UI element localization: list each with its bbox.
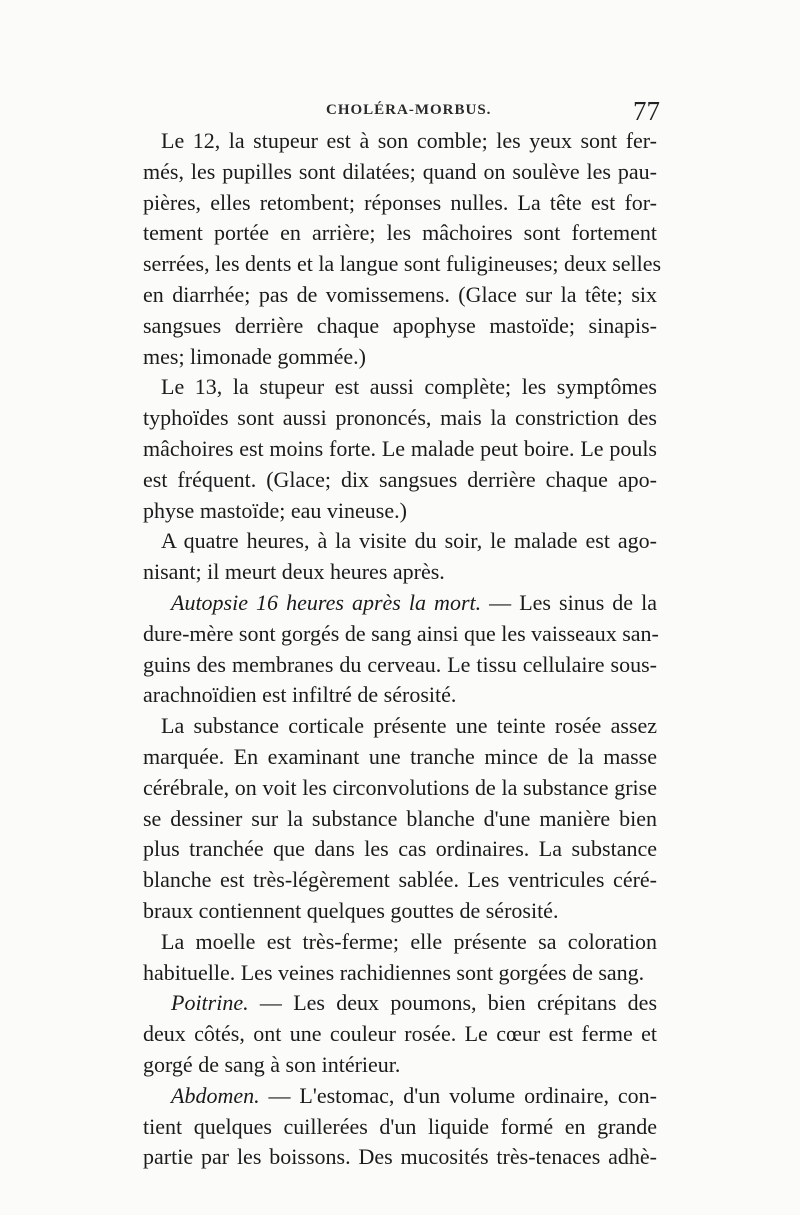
chest-heading: Poitrine. — [171, 990, 249, 1016]
text-line: La substance corticale présente une teinte rosée assez — [161, 713, 657, 739]
running-title: CHOLÉRA-MORBUS. — [326, 102, 492, 118]
paragraphs-block-2 — [143, 619, 657, 989]
text-line: tient quelques cuillerées d'un liquide formé en grande — [143, 1113, 657, 1139]
text-line: se dessiner sur la substance blanche d'une manière bien — [143, 805, 657, 831]
text-line: marquée. En examinant une tranche mince de la masse — [143, 743, 657, 769]
text-line: plus tranchée que dans les cas ordinaires. La substance — [143, 836, 657, 862]
paragraphs-block-3 — [143, 1019, 657, 1081]
text-line: Le 13, la stupeur est aussi complète; les symptômes — [161, 374, 657, 400]
text-line: gorgé de sang à son intérieur. — [143, 1051, 401, 1077]
text-line: sangsues derrière chaque apophyse mastoïde; sinapis- — [143, 312, 657, 338]
autopsy-heading: Autopsie 16 heures après la mort. — [171, 589, 482, 615]
text-line: est fréquent. (Glace; dix sangsues derrière chaque apo- — [143, 466, 657, 492]
text-line: tement portée en arrière; les mâchoires sont fortement — [143, 220, 657, 246]
page-number: 77 — [633, 96, 660, 126]
text-line: partie par les boissons. Des mucosités très-tenaces adhè- — [143, 1144, 657, 1170]
text-line: blanche est très-légèrement sablée. Les ventricules céré- — [143, 867, 657, 893]
text-line: deux côtés, ont une couleur rosée. Le cœur est ferme et — [143, 1021, 657, 1047]
text-line: en diarrhée; pas de vomissemens. (Glace sur la tête; six — [143, 281, 657, 307]
text-line: A quatre heures, à la visite du soir, le malade est ago- — [161, 528, 657, 554]
text-line: cérébrale, on voit les circonvolutions de la substance grise — [143, 774, 657, 800]
text-line: guins des membranes du cerveau. Le tissu cellulaire sous- — [143, 651, 657, 677]
autopsy-heading-rest: — Les sinus de la — [481, 589, 657, 615]
abdomen-heading-rest: — L'estomac, d'un volume ordinaire, con- — [259, 1082, 657, 1108]
chest-heading-rest: — Les deux poumons, bien crépitans des — [248, 990, 657, 1016]
autopsy-heading-line — [143, 588, 657, 619]
chest-heading-line — [143, 988, 657, 1019]
abdomen-heading-line — [143, 1081, 657, 1112]
running-head — [140, 96, 660, 130]
body-text — [143, 126, 662, 1173]
text-line: més, les pupilles sont dilatées; quand on soulève les pau- — [143, 158, 657, 184]
text-line: habituelle. Les veines rachidiennes sont gorgées de sang. — [143, 959, 645, 985]
text-line: La moelle est très-ferme; elle présente sa coloration — [161, 928, 657, 954]
text-line: mes; limonade gommée.) — [143, 343, 366, 369]
text-line: nisant; il meurt deux heures après. — [143, 559, 445, 585]
text-line: mâchoires est moins forte. Le malade peut boire. Le pouls — [143, 435, 657, 461]
text-line: dure-mère sont gorgés de sang ainsi que les vaisseaux san- — [143, 620, 659, 646]
text-line: pières, elles retombent; réponses nulles. La tête est for- — [143, 189, 657, 215]
text-line: braux contiennent quelques gouttes de sérosité. — [143, 897, 559, 923]
abdomen-heading: Abdomen. — [171, 1082, 260, 1108]
text-line: typhoïdes sont aussi prononcés, mais la constriction des — [143, 405, 657, 431]
text-line: Le 12, la stupeur est à son comble; les yeux sont fer- — [161, 128, 657, 153]
text-line: arachnoïdien est infiltré de sérosité. — [143, 682, 457, 708]
paragraphs-block-1 — [143, 126, 662, 588]
text-line: serrées, les dents et la langue sont fuligineuses; deux selles — [143, 251, 662, 277]
text-line: physe mastoïde; eau vineuse.) — [143, 497, 407, 523]
paragraphs-block-4 — [143, 1112, 657, 1174]
